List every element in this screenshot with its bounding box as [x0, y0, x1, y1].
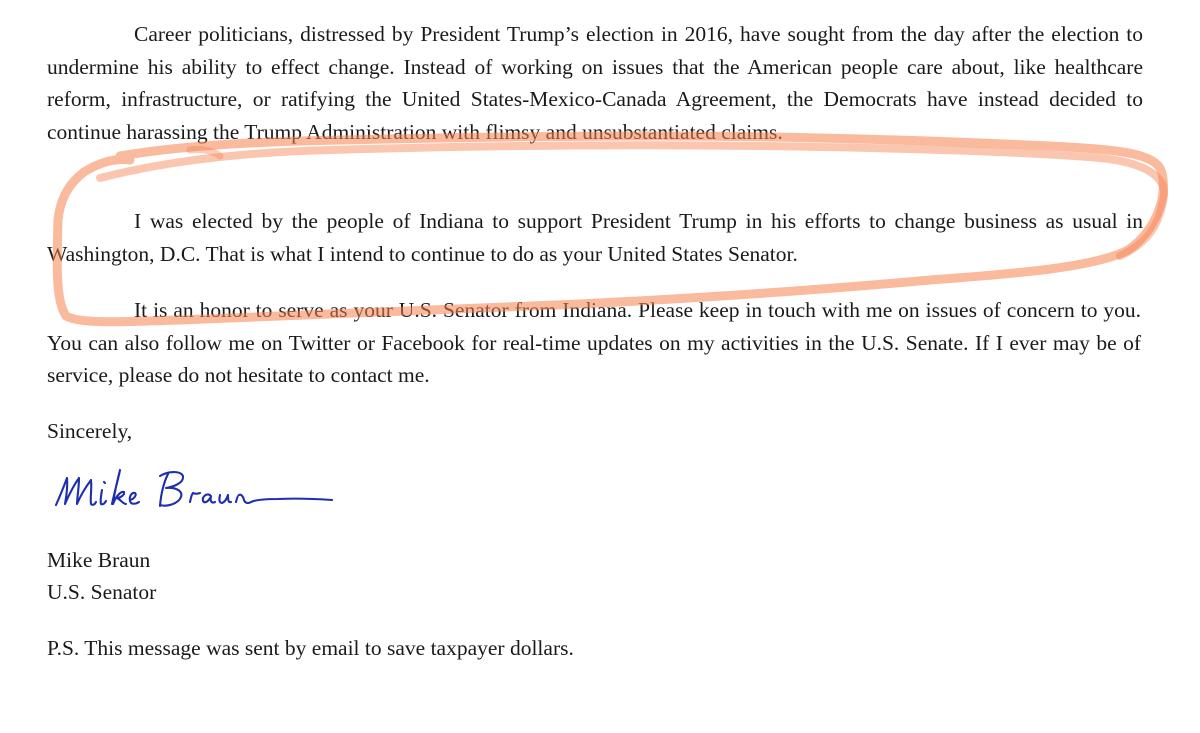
signer-name: Mike Braun — [47, 548, 151, 572]
handwritten-signature — [50, 460, 340, 522]
closing-salutation: Sincerely, — [47, 419, 133, 443]
paragraph-career-politicians: Career politicians, distressed by President Trump’s election in 2016, have sought from the day after the election to undermine his ability to effect change. Instead of working on issues that the American people care about, like healthcare reform, infrastructure, or ratifying the United States-Mexico-Canada Agreement, the Democrats have instead decided to continue harassing the Trump Administration with flimsy and unsubstantiated claims. — [47, 22, 1143, 144]
signer-title: U.S. Senator — [47, 580, 157, 604]
postscript: P.S. This message was sent by email to save taxpayer dollars. — [47, 636, 574, 660]
paragraph-honor-to-serve: It is an honor to serve as your U.S. Senator from Indiana. Please keep in touch with me on issues of concern to you. You can also follow me on Twitter or Facebook for real-time updates on my activities in the U.S. Senate. If I ever may be of service, please do not hesitate to contact me. — [47, 298, 1141, 387]
paragraph-elected-by-indiana: I was elected by the people of Indiana to support President Trump in his efforts to change business as usual in Washington, D.C. That is what I intend to continue to do as your United States Senator. — [47, 209, 1143, 266]
